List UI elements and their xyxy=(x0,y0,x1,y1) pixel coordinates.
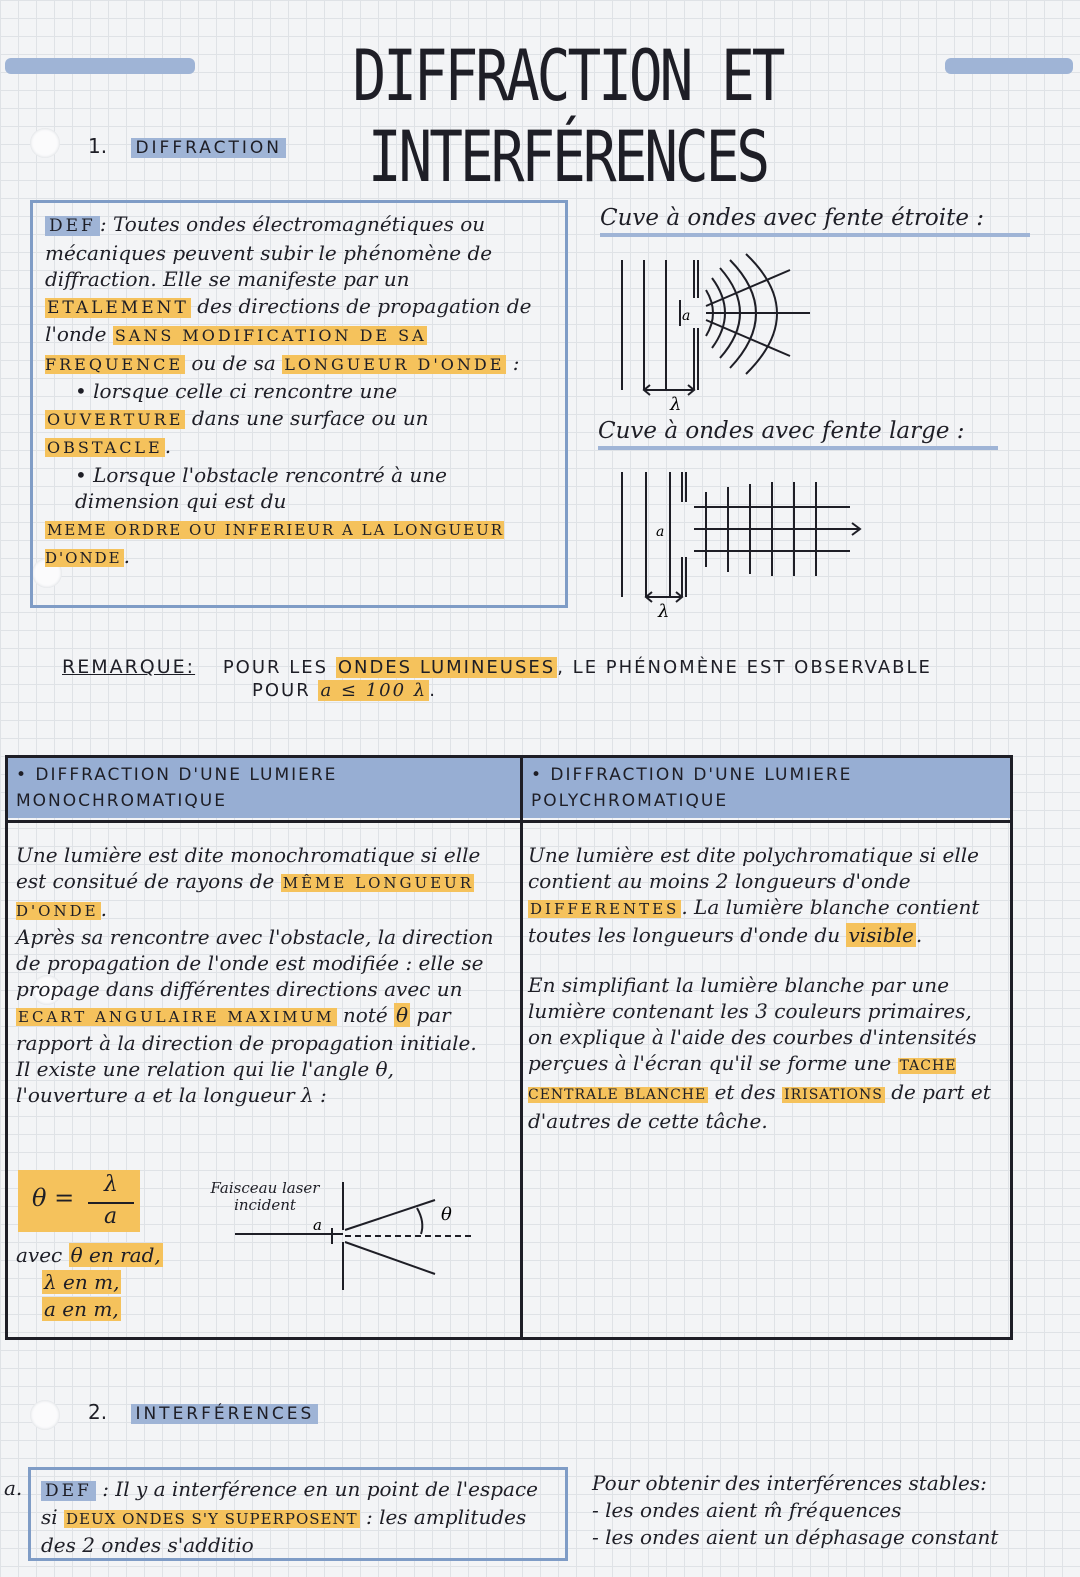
table-header-border xyxy=(8,820,1010,823)
stable-intro: Pour obtenir des interférences stables: xyxy=(592,1471,987,1495)
highlight-visible: visible xyxy=(848,923,914,947)
remark-text: POUR LES xyxy=(222,657,329,678)
table-cell-mono xyxy=(16,842,511,1108)
def-separator: : xyxy=(99,212,107,236)
highlight-differentes: DIFFERENTES xyxy=(530,900,680,918)
punch-hole xyxy=(30,128,60,158)
def-label: DEF xyxy=(41,1481,96,1501)
section-label: DIFFRACTION xyxy=(131,138,285,158)
highlight-etalement: ETALEMENT xyxy=(47,297,189,318)
poly-text: . xyxy=(915,923,923,947)
def-text: : Il y a interférence en un point de l'espace si xyxy=(41,1477,538,1529)
highlight-meme-longueur: MÊME LONGUEUR D'ONDE xyxy=(16,874,474,920)
units-avec: avec xyxy=(16,1243,63,1267)
table-header-mono: • DIFFRACTION D'UNE LUMIERE MONOCHROMATIQUE xyxy=(8,758,520,818)
title-underline-right xyxy=(945,58,1073,74)
def-label: DEF xyxy=(45,216,100,236)
highlight-superposent: DEUX ONDES S'Y SUPERPOSENT xyxy=(66,1510,358,1528)
a-label: a xyxy=(656,524,665,540)
highlight-irisations: IRISATIONS xyxy=(784,1087,883,1103)
definition-box-diffraction xyxy=(30,200,568,608)
section-heading-diffraction xyxy=(88,134,286,158)
title-underline-left xyxy=(5,58,195,74)
definition-box-interferences xyxy=(28,1467,568,1561)
table-column-divider xyxy=(520,758,523,1337)
def-text: Toutes ondes électromagnétiques ou mécaniques peuvent subir le phénomène de diffraction. Elle se manifeste par un xyxy=(45,212,493,291)
page-title: DIFFRACTION ET INTERFÉRENCES xyxy=(352,36,783,199)
def-text: : les amplitudes des 2 ondes s'additio xyxy=(41,1505,527,1557)
caption-wide-slit: Cuve à ondes avec fente large : xyxy=(598,418,998,450)
def-text: : xyxy=(512,350,520,375)
caption-narrow-slit: Cuve à ondes avec fente étroite : xyxy=(600,205,1030,237)
stable-interference-notes xyxy=(592,1470,998,1551)
highlight-theta: θ xyxy=(396,1003,409,1027)
section-number: 2. xyxy=(88,1400,108,1424)
formula-denominator: a xyxy=(104,1204,118,1229)
mono-text: par rapport à la direction de propagation initiale. xyxy=(16,1003,477,1055)
margin-letter: a. xyxy=(4,1476,23,1500)
def-text: ou de sa xyxy=(191,350,276,375)
fig-theta-label: θ xyxy=(441,1204,452,1225)
def-text: des directions de propagation de l'onde xyxy=(45,293,532,346)
mono-text: Il existe une relation qui lie l'angle θ, l'ouverture a et la longueur λ : xyxy=(16,1057,394,1107)
narrow-slit-diagram xyxy=(610,250,840,420)
unit-lambda: λ en m, xyxy=(44,1270,120,1294)
formula-numerator: λ xyxy=(104,1172,118,1197)
remark-text: , LE PHÉNOMÈNE EST OBSERVABLE xyxy=(557,657,932,678)
fig-a-label: a xyxy=(313,1216,322,1234)
highlight-sans-modification: SANS MODIFICATION DE SA FREQUENCE xyxy=(45,326,427,374)
mono-text: Une lumière est dite monochromatique si elle est consitué de rayons de xyxy=(16,843,481,893)
highlight-longueur-onde: LONGUEUR D'ONDE xyxy=(284,354,505,374)
diffraction-angle-diagram xyxy=(235,1178,485,1298)
mono-text: Après sa rencontre avec l'obstacle, la direction de propagation de l'onde est modifiée : elle se propage dans différentes directions avec un xyxy=(16,925,494,1001)
stable-item: - les ondes aient m̂ fréquences xyxy=(592,1498,902,1522)
poly-text: et des xyxy=(714,1080,776,1104)
remark xyxy=(62,656,932,701)
poly-text: de part et d'autres de cette tâche. xyxy=(528,1080,991,1133)
bullet-text: • lorsque celle ci rencontre une xyxy=(75,379,398,403)
formula-lhs: θ = xyxy=(32,1184,75,1212)
wide-slit-diagram xyxy=(610,462,870,622)
bullet-text: dans une surface ou un xyxy=(191,405,429,430)
highlight-ecart-angulaire: ECART ANGULAIRE MAXIMUM xyxy=(18,1008,335,1026)
section-heading-interferences xyxy=(88,1400,318,1424)
poly-text: En simplifiant la lumière blanche par une lumière contenant les 3 couleurs primaires, on explique à l'aide des courbes d'intensités perçues à l'écran qu'il se forme une xyxy=(528,973,977,1075)
highlight-meme-ordre: MEME ORDRE OU INFERIEUR A LA LONGUEUR D'ONDE xyxy=(45,520,505,567)
bullet-text: . xyxy=(164,434,172,458)
table-cell-poly xyxy=(528,842,998,1134)
laser-label: Faisceau laser incident xyxy=(210,1179,320,1214)
unit-a: a en m, xyxy=(44,1297,119,1321)
bullet-text: • Lorsque l'obstacle rencontré à une dimension qui est du xyxy=(75,462,448,513)
highlight-ouverture: OUVERTURE xyxy=(47,409,184,429)
table-header-poly: • DIFFRACTION D'UNE LUMIERE POLYCHROMATIQUE xyxy=(523,758,1010,818)
punch-hole xyxy=(30,1400,60,1430)
mono-text: noté xyxy=(342,1003,388,1027)
poly-text: . La lumière blanche contient toutes les longueurs d'onde du xyxy=(528,895,980,947)
highlight-obstacle: OBSTACLE xyxy=(47,438,163,457)
remark-text: . xyxy=(429,680,437,701)
stable-item: - les ondes aient un déphasage constant xyxy=(592,1525,999,1549)
highlight-condition: a ≤ 100 λ xyxy=(320,680,428,701)
formula-box xyxy=(18,1170,140,1232)
remark-text: POUR xyxy=(252,680,311,701)
lambda-label: λ xyxy=(658,601,670,622)
highlight-ondes-lumineuses: ONDES LUMINEUSES xyxy=(337,657,556,678)
poly-text: Une lumière est dite polychromatique si elle contient au moins 2 longueurs d'onde xyxy=(528,843,979,893)
unit-theta: θ en rad, xyxy=(70,1243,161,1267)
remark-label: REMARQUE: xyxy=(62,656,196,678)
a-label: a xyxy=(682,308,691,324)
mono-text: . xyxy=(100,897,107,921)
lambda-label: λ xyxy=(670,394,682,415)
section-number: 1. xyxy=(88,134,108,158)
highlight-tache-centrale: TACHE CENTRALE BLANCHE xyxy=(528,1058,957,1103)
section-label: INTERFÉRENCES xyxy=(131,1404,318,1424)
units-block xyxy=(16,1242,163,1323)
bullet-text: . xyxy=(123,544,130,568)
